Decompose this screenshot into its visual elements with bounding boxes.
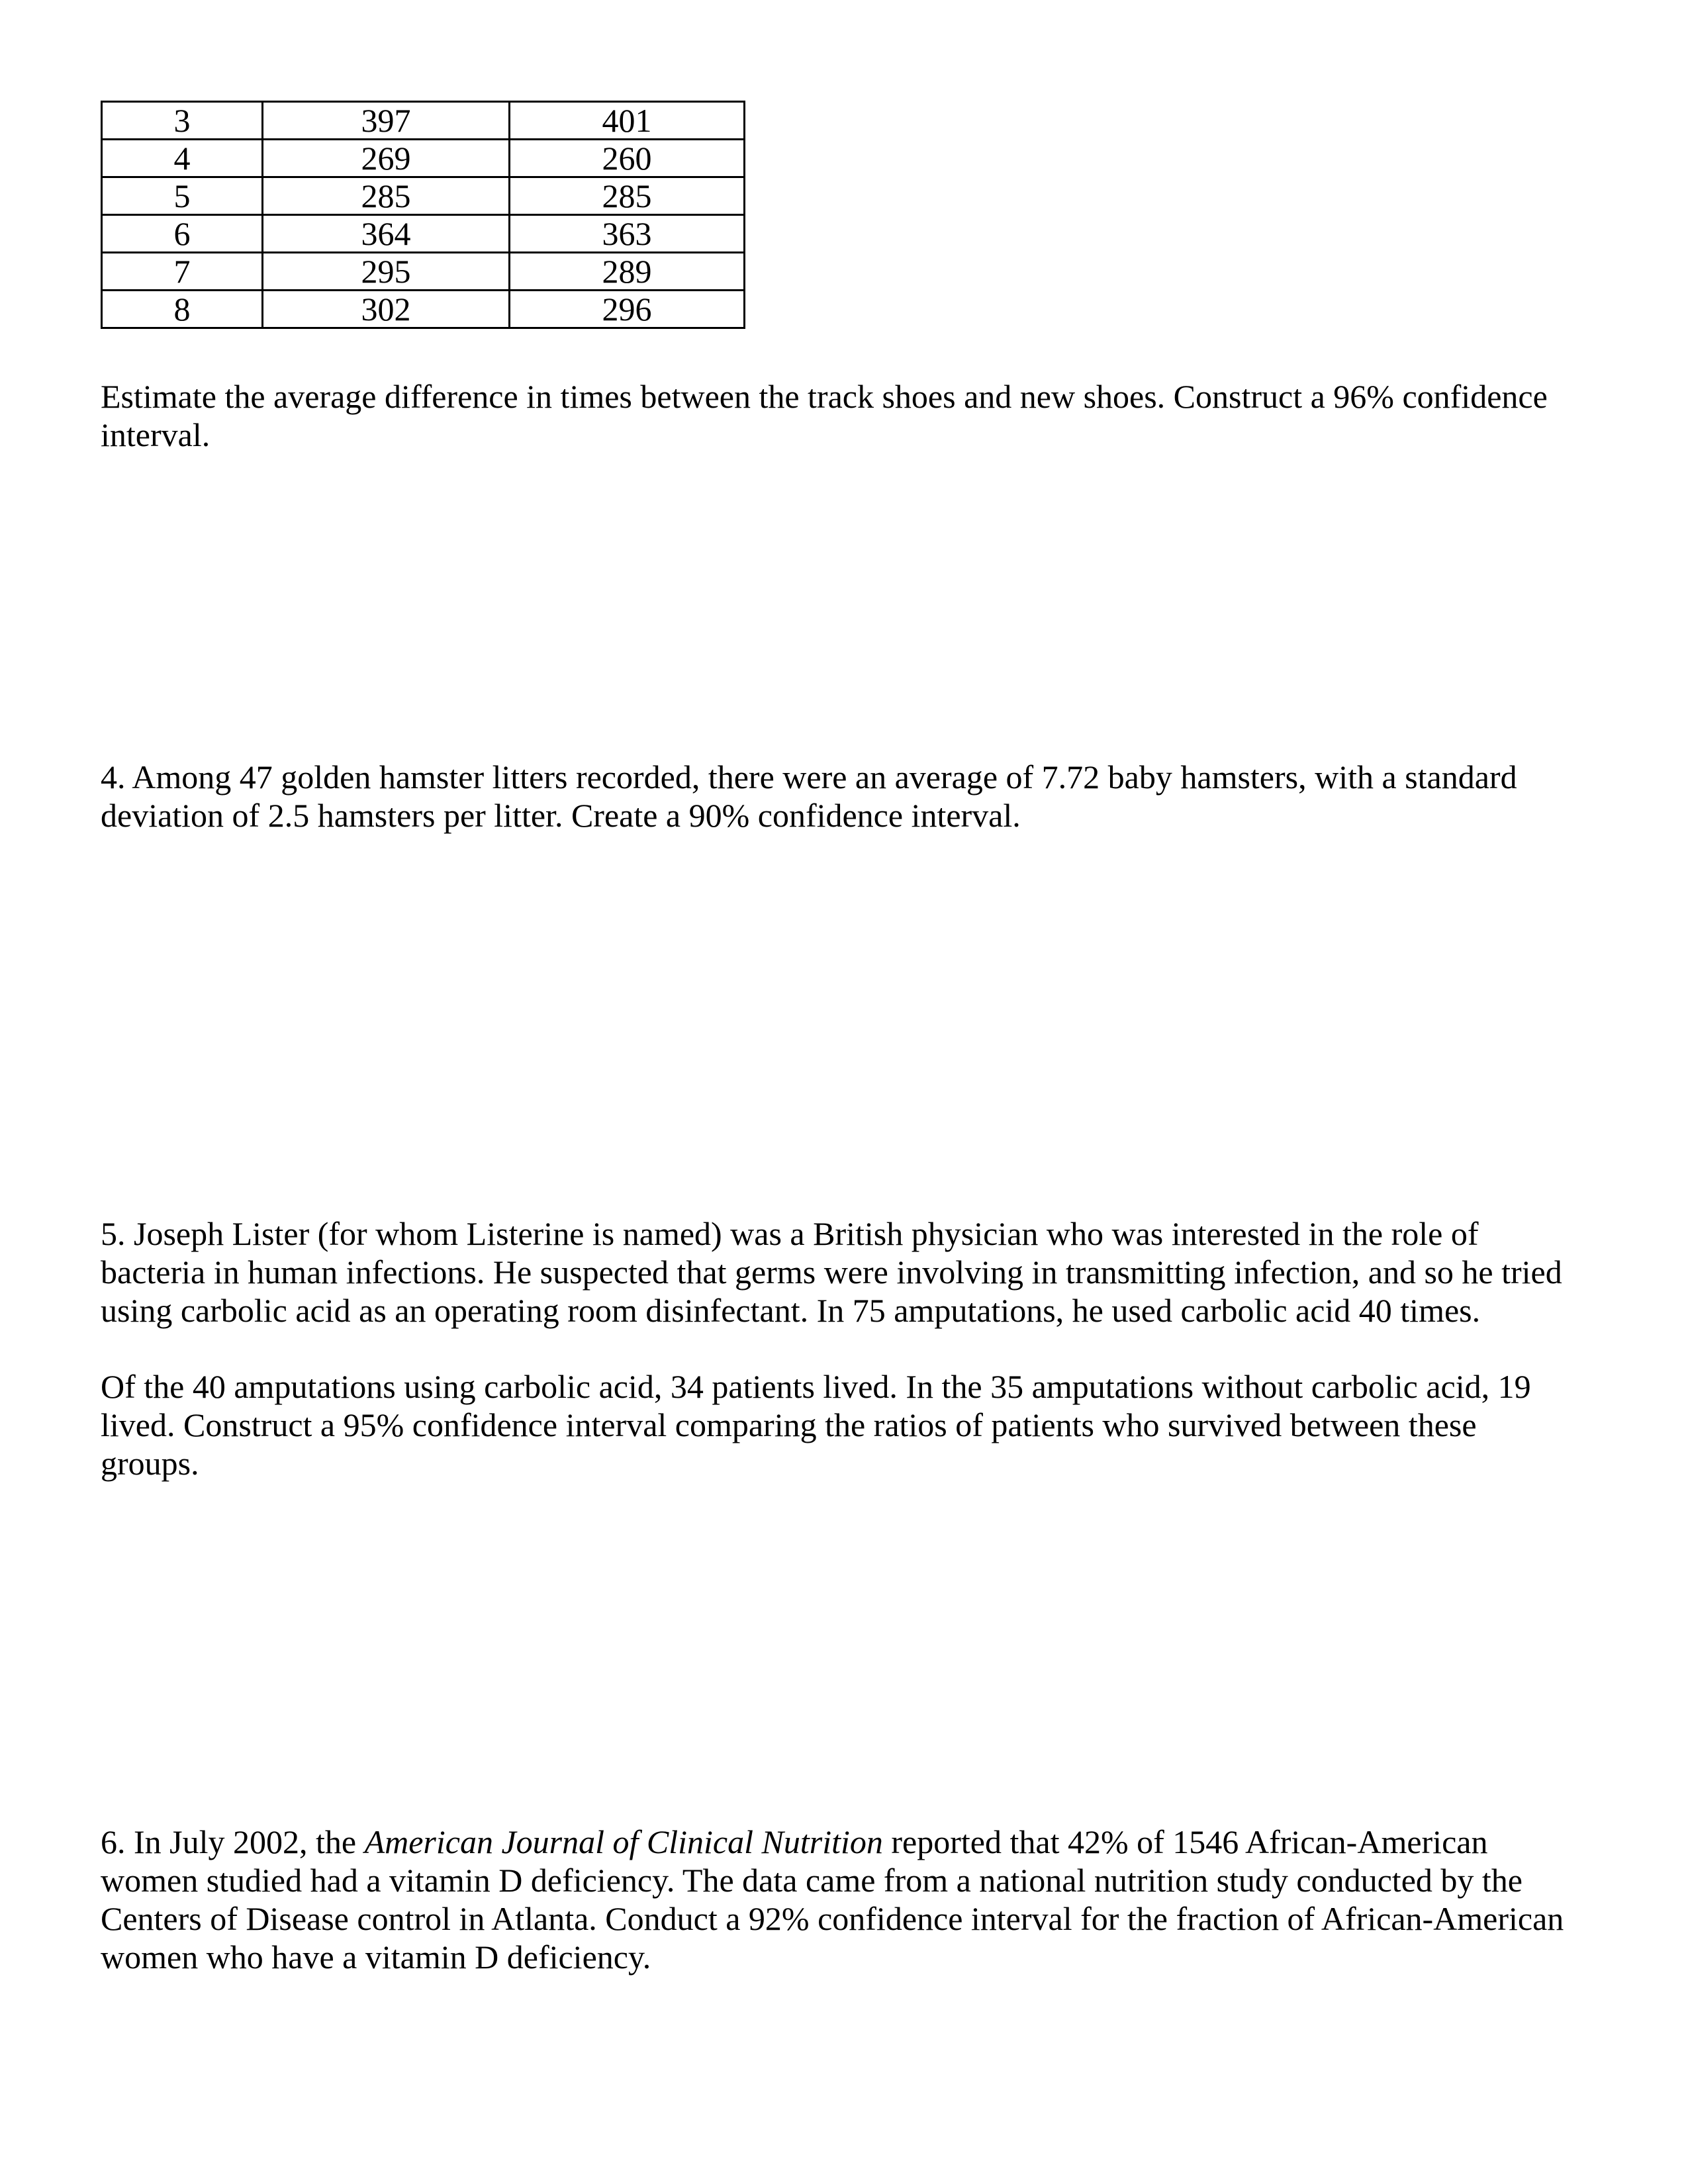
- table-cell: 285: [510, 177, 745, 215]
- table-cell: 6: [102, 215, 263, 253]
- table-row: [102, 291, 745, 328]
- text-line: [101, 1823, 1623, 1861]
- question-3-prompt: [101, 377, 1623, 454]
- table-cell: 401: [510, 102, 745, 140]
- question-5-paragraph-1: [101, 1214, 1623, 1330]
- text-line: Centers of Disease control in Atlanta. Conduct a 92% confidence interval for the fraction of African-American: [101, 1900, 1564, 1937]
- table-row: [102, 177, 745, 215]
- text-line: women studied had a vitamin D deficiency. The data came from a national nutrition study conducted by the: [101, 1862, 1523, 1899]
- question-5-paragraph-2: [101, 1367, 1623, 1482]
- text-line: lived. Construct a 95% confidence interval comparing the ratios of patients who survived between these: [101, 1406, 1477, 1443]
- question-6: [101, 1823, 1623, 1976]
- text-line: interval.: [101, 416, 211, 453]
- table-cell: 3: [102, 102, 263, 140]
- table-cell: 289: [510, 253, 745, 291]
- text-line: 5. Joseph Lister (for whom Listerine is named) was a British physician who was interested in the role of: [101, 1215, 1479, 1252]
- text-line: Estimate the average difference in times between the track shoes and new shoes. Construct a 96% confidence: [101, 378, 1548, 415]
- table-cell: 295: [263, 253, 510, 291]
- text-line: groups.: [101, 1445, 199, 1482]
- table-cell: 302: [263, 291, 510, 328]
- table-cell: 296: [510, 291, 745, 328]
- journal-title: American Journal of Clinical Nutrition: [364, 1823, 883, 1860]
- table-cell: 269: [263, 140, 510, 177]
- table-cell: 397: [263, 102, 510, 140]
- table-cell: 7: [102, 253, 263, 291]
- table-cell: 5: [102, 177, 263, 215]
- text-line: women who have a vitamin D deficiency.: [101, 1938, 651, 1976]
- text-line: using carbolic acid as an operating room disinfectant. In 75 amputations, he used carbolic acid 40 times.: [101, 1292, 1481, 1329]
- table-cell: 285: [263, 177, 510, 215]
- table-cell: 363: [510, 215, 745, 253]
- table-cell: 4: [102, 140, 263, 177]
- text-line: Of the 40 amputations using carbolic acid, 34 patients lived. In the 35 amputations without carbolic acid, 19: [101, 1368, 1531, 1405]
- table-cell: 8: [102, 291, 263, 328]
- text-line: deviation of 2.5 hamsters per litter. Create a 90% confidence interval.: [101, 797, 1021, 834]
- table-cell: 364: [263, 215, 510, 253]
- table-row: [102, 215, 745, 253]
- text-line: 4. Among 47 golden hamster litters recorded, there were an average of 7.72 baby hamsters, with a standard: [101, 758, 1517, 796]
- shoe-times-table: [101, 101, 745, 329]
- text-line: bacteria in human infections. He suspected that germs were involving in transmitting infection, and so he tried: [101, 1253, 1562, 1291]
- question-4: [101, 758, 1623, 835]
- text-segment: 6. In July 2002, the: [101, 1823, 365, 1860]
- table-row: [102, 253, 745, 291]
- table-row: [102, 102, 745, 140]
- text-segment: reported that 42% of 1546 African-American: [882, 1823, 1488, 1860]
- table-row: [102, 140, 745, 177]
- table-cell: 260: [510, 140, 745, 177]
